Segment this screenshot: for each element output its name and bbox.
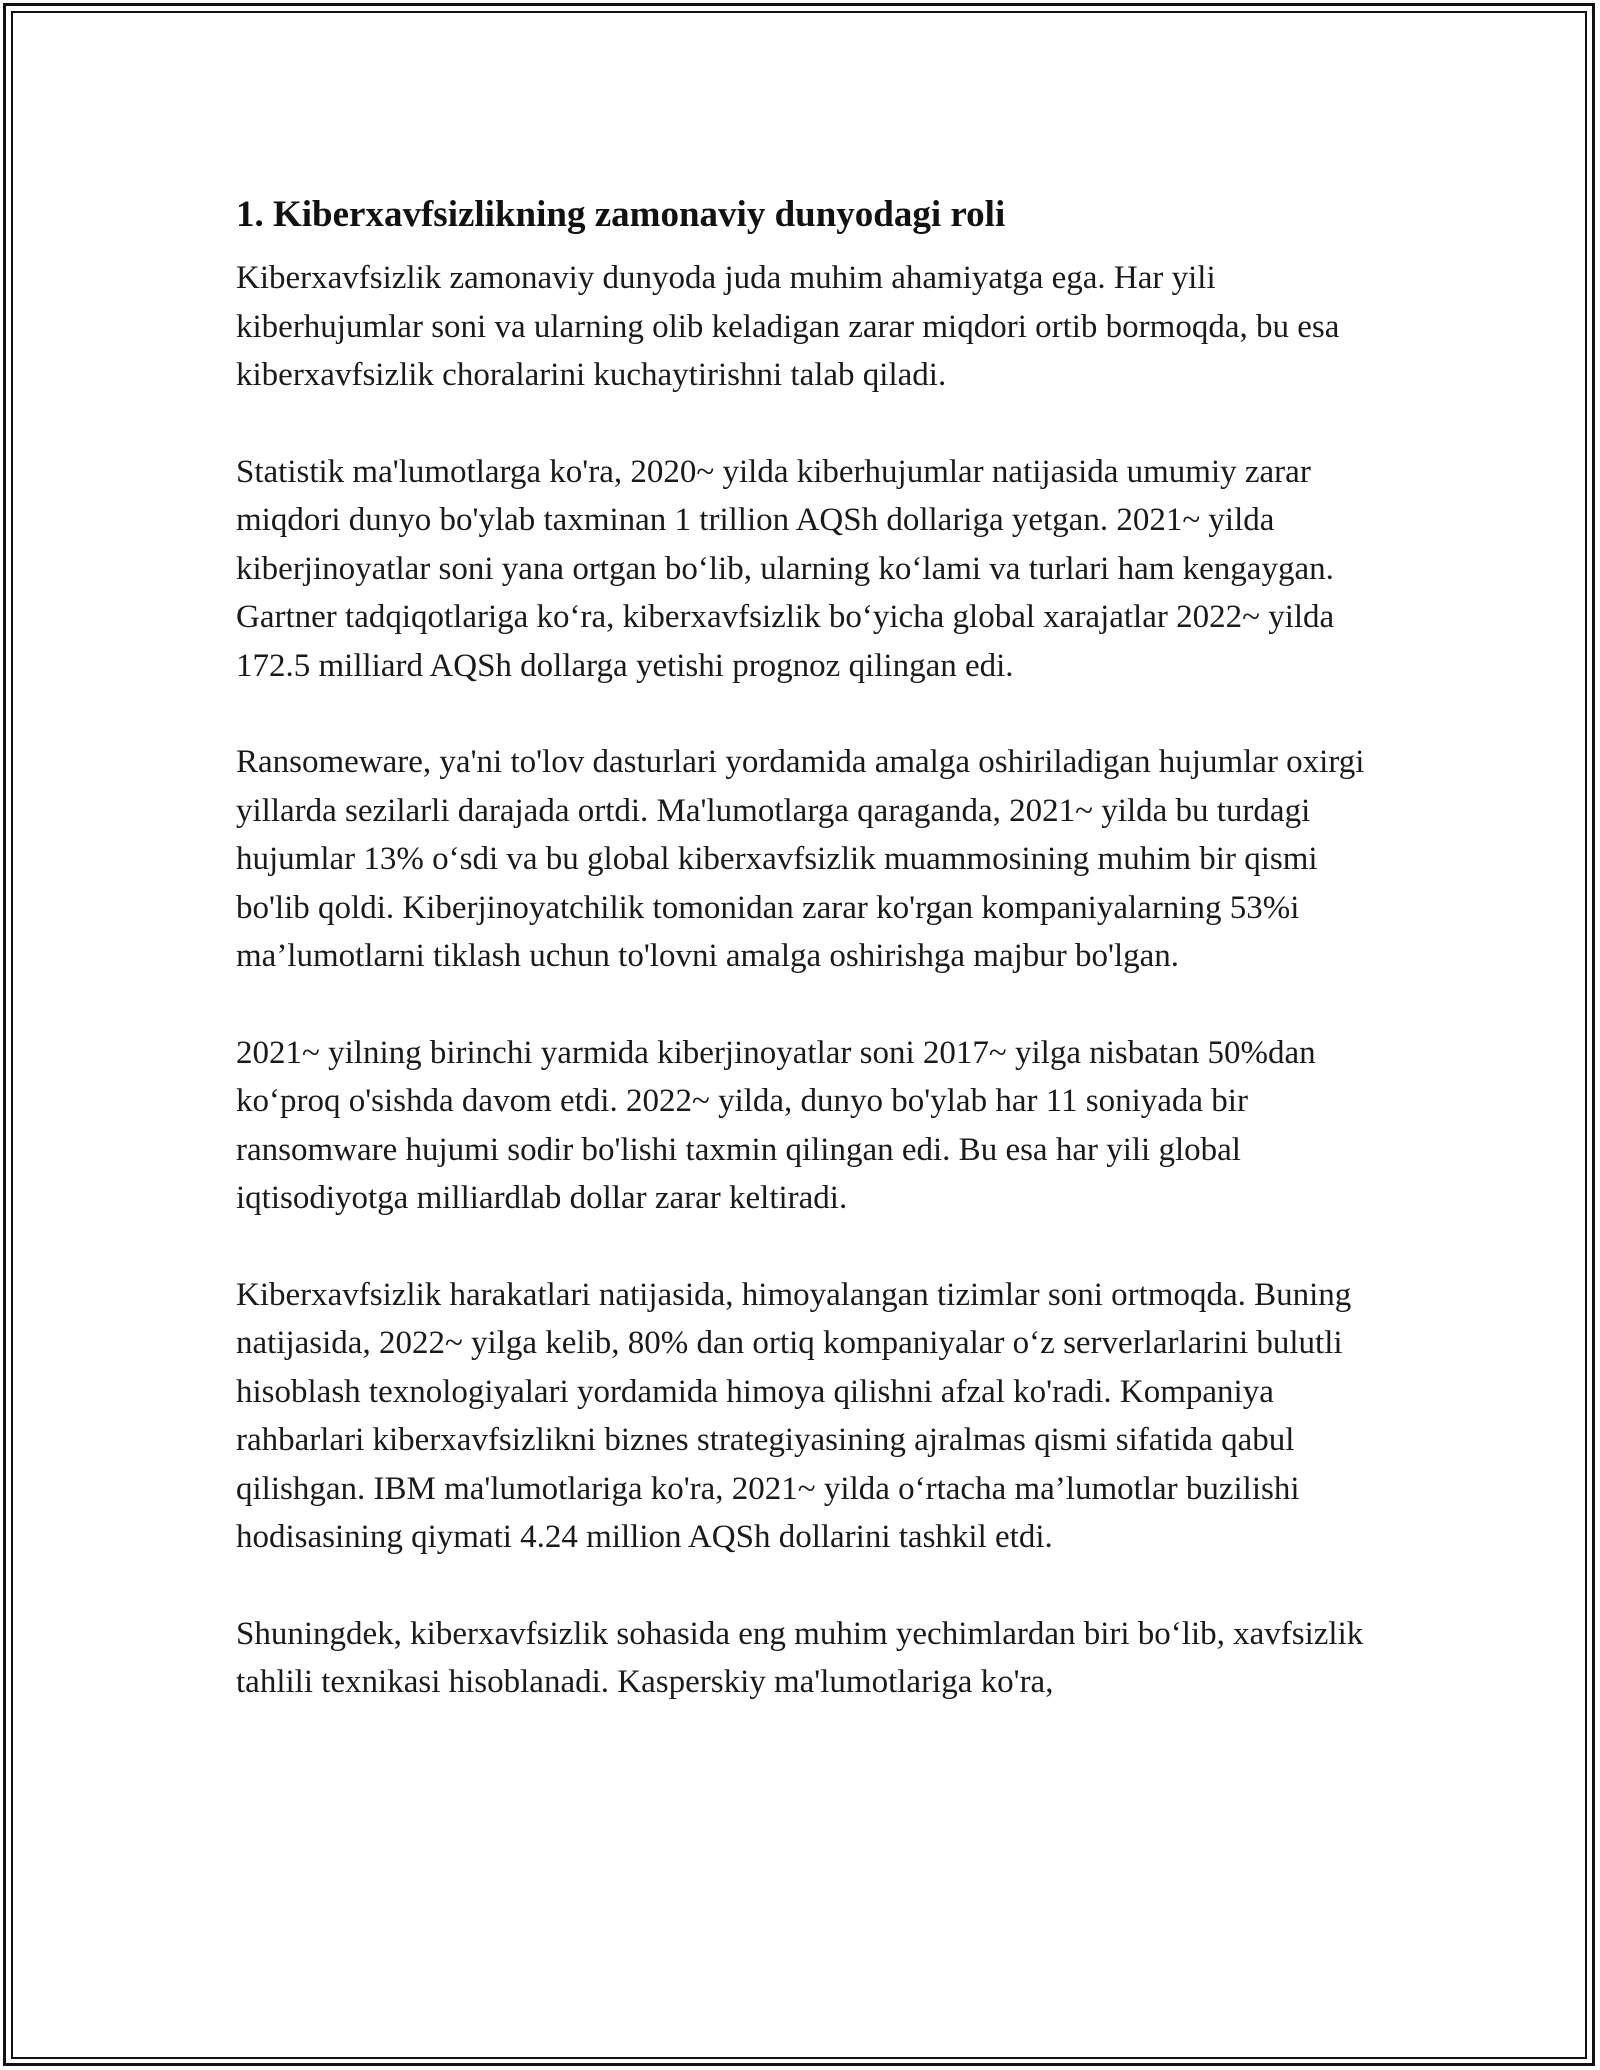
paragraph-6: Shuningdek, kiberxavfsizlik sohasida eng muhim yechimlardan biri bo‘lib, xavfsizlik tahlili texnikasi hisoblanadi. Kasperskiy ma'lumotlariga ko'ra, — [236, 1615, 1364, 1700]
section-heading: 1. Kiberxavfsizlikning zamonaviy dunyodagi roli — [236, 194, 1006, 235]
paragraph-1: Kiberxavfsizlik zamonaviy dunyoda juda muhim ahamiyatga ega. Har yili kiberhujumlar soni va ularning olib keladigan zarar miqdori ortib bormoqda, bu esa kiberxavfsizlik choralarini kuchaytirishni talab qiladi. — [236, 260, 1340, 393]
document-body — [236, 188, 1366, 1755]
paragraph-2: Statistik ma'lumotlarga ko'ra, 2020~ yilda kiberhujumlar natijasida umumiy zarar miqdori dunyo bo'ylab taxminan 1 trillion AQSh dollariga yetgan. 2021~ yilda kiberjinoyatlar soni yana ortgan bo‘lib, ularning ko‘lami va turlari ham kengaygan. Gartner tadqiqotlariga ko‘ra, kiberxavfsizlik bo‘yicha global xarajatlar 2022~ yilda 172.5 milliard AQSh dollarga yetishi prognoz qilingan edi. — [236, 453, 1335, 684]
paragraph-4: 2021~ yilning birinchi yarmida kiberjinoyatlar soni 2017~ yilga nisbatan 50%dan ko‘proq o'sishda davom etdi. 2022~ yilda, dunyo bo'ylab har 11 soniyada bir ransomware hujumi sodir bo'lishi taxmin qilingan edi. Bu esa har yili global iqtisodiyotga milliardlab dollar zarar keltiradi. — [236, 1034, 1316, 1216]
paragraph-3: Ransomeware, ya'ni to'lov dasturlari yordamida amalga oshiriladigan hujumlar oxirgi yillarda sezilarli darajada ortdi. Ma'lumotlarga qaraganda, 2021~ yilda bu turdagi hujumlar 13% o‘sdi va bu global kiberxavfsizlik muammosining muhim bir qismi bo'lib qoldi. Kiberjinoyatchilik tomonidan zarar ko'rgan kompaniyalarning 53%i ma’lumotlarni tiklash uchun to'lovni amalga oshirishga majbur bo'lgan. — [236, 744, 1365, 974]
paragraph-5: Kiberxavfsizlik harakatlari natijasida, himoyalangan tizimlar soni ortmoqda. Buning natijasida, 2022~ yilga kelib, 80% dan ortiq kompaniyalar o‘z serverlarlarini bulutli hisoblash texnologiyalari yordamida himoya qilishni afzal ko'radi. Kompaniya rahbarlari kiberxavfsizlikni biznes strategiyasining ajralmas qismi sifatida qabul qilishgan. IBM ma'lumotlariga ko'ra, 2021~ yilda o‘rtacha ma’lumotlar buzilishi hodisasining qiymati 4.24 million AQSh dollarini tashkil etdi. — [236, 1276, 1352, 1555]
